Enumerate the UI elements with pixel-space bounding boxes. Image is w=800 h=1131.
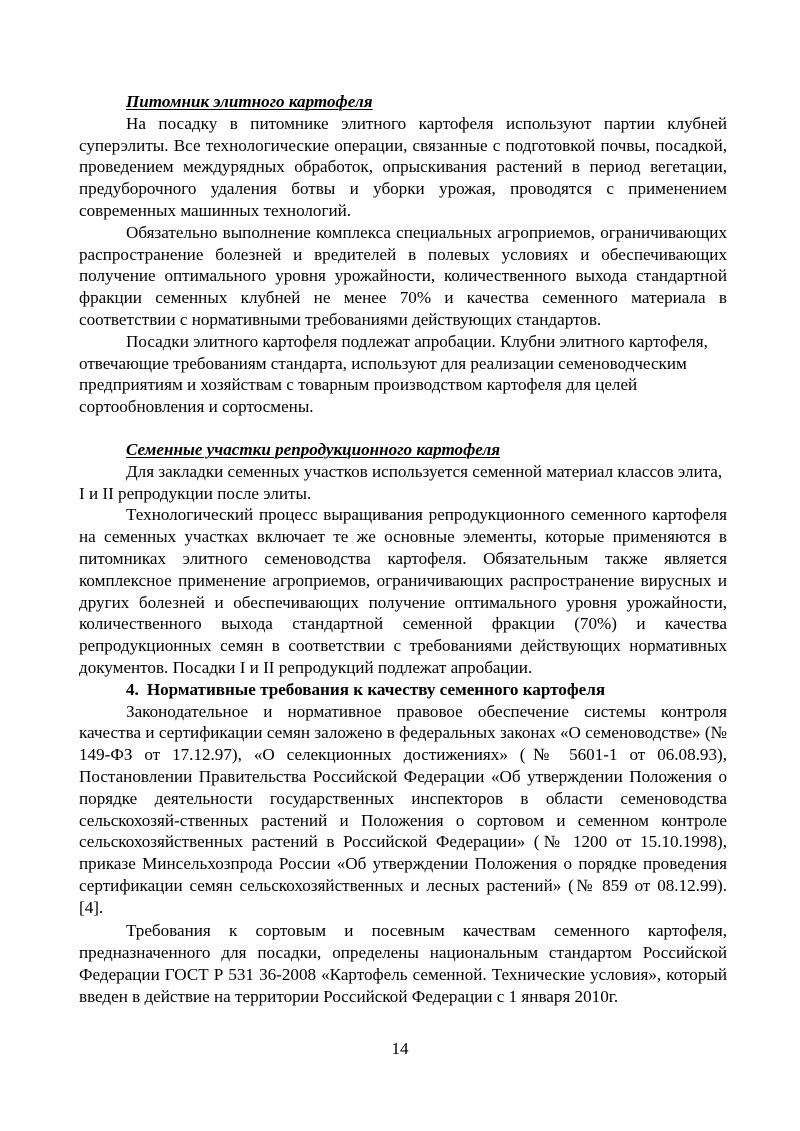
paragraph-nursery-2: Обязательно выполнение комплекса специальных агроприемов, ограничивающих распространение болезней и вредителей в полевых условиях и обеспечивающих получение оптимального уровня урожайности, количественного выхода стандартной фракции семенных клубней не менее 70% и качества семенного материала в соответствии с нормативными требованиями действующих стандартов. (79, 222, 727, 329)
section-heading-seed-plots: Семенные участки репродукционного картофеля (126, 439, 501, 459)
page-number: 14 (391, 1039, 409, 1058)
paragraph-requirements-2: Требования к сортовым и посевным качествам семенного картофеля, предназначенного для посадки, определены национальным стандартом Российской Федерации ГОСТ Р 531 36-2008 «Картофель семенной. Технические условия», который введен в действие на территории Российской Федерации с 1 января 2010г. (79, 921, 727, 1006)
paragraph-seed-plots-2: Технологический процесс выращивания репродукционного семенного картофеля на семенных участках включает те же основные элементы, которые применяются в питомниках элитного семеноводства картофеля. Обязательным также является комплексное применение агроприемов, ограничивающих распространение вирусных и других болезней и обеспечивающих получение оптимального уровня урожайности, количественного выхода стандартной семенной фракции (70%) и качества репродукционных семян в соответствии с требованиями действующих нормативных документов. Посадки I и II репродукций подлежат апробации. (79, 505, 727, 677)
paragraph-nursery-1: На посадку в питомнике элитного картофеля используют партии клубней суперэлиты. Все технологические операции, связанные с подготовкой почвы, посадкой, проведением междурядных обработок, опрыскивания растений в период вегетации, предуборочного удаления ботвы и уборки урожая, проводятся с применением современных машинных технологий. (79, 113, 727, 220)
section-title: Нормативные требования к качеству семенного картофеля (146, 679, 606, 699)
section-number: 4. (126, 679, 139, 699)
paragraph-requirements-1: Законодательное и нормативное правовое обеспечение системы контроля качества и сертификации семян заложено в федеральных законах «О семеноводстве» (№ 149-ФЗ от 17.12.97), «О селекционных достижениях» (№ 5601-1 от 06.08.93), Постановлении Правительства Российской Федерации «Об утверждении Положения о порядке деятельности государственных инспекторов в области семеноводства сельскохозяй-ственных растений и Положения о сортовом и семенном контроле сельскохозяйственных растений в Российской Федерации» (№ 1200 от 15.10.1998), приказе Минсельхозпрода России «Об утверждении Положения о порядке проведения сертификации семян сельскохозяйственных и лесных растений» (№ 859 от 08.12.99). [4]. (79, 701, 727, 917)
section-heading-nursery: Питомник элитного картофеля (126, 92, 373, 111)
paragraph-nursery-3: Посадки элитного картофеля подлежат апробации. Клубни элитного картофеля, отвечающие требованиям стандарта, используют для реализации семеноводческим предприятиям и хозяйствам с товарным производством картофеля для целей сортообновления и сортосмены. (79, 331, 708, 417)
document-page (79, 91, 727, 1008)
paragraph-seed-plots-1: Для закладки семенных участков используется семенной материал классов элита, I и II репродукции после элиты. (79, 461, 723, 503)
section-heading-requirements (79, 679, 727, 701)
